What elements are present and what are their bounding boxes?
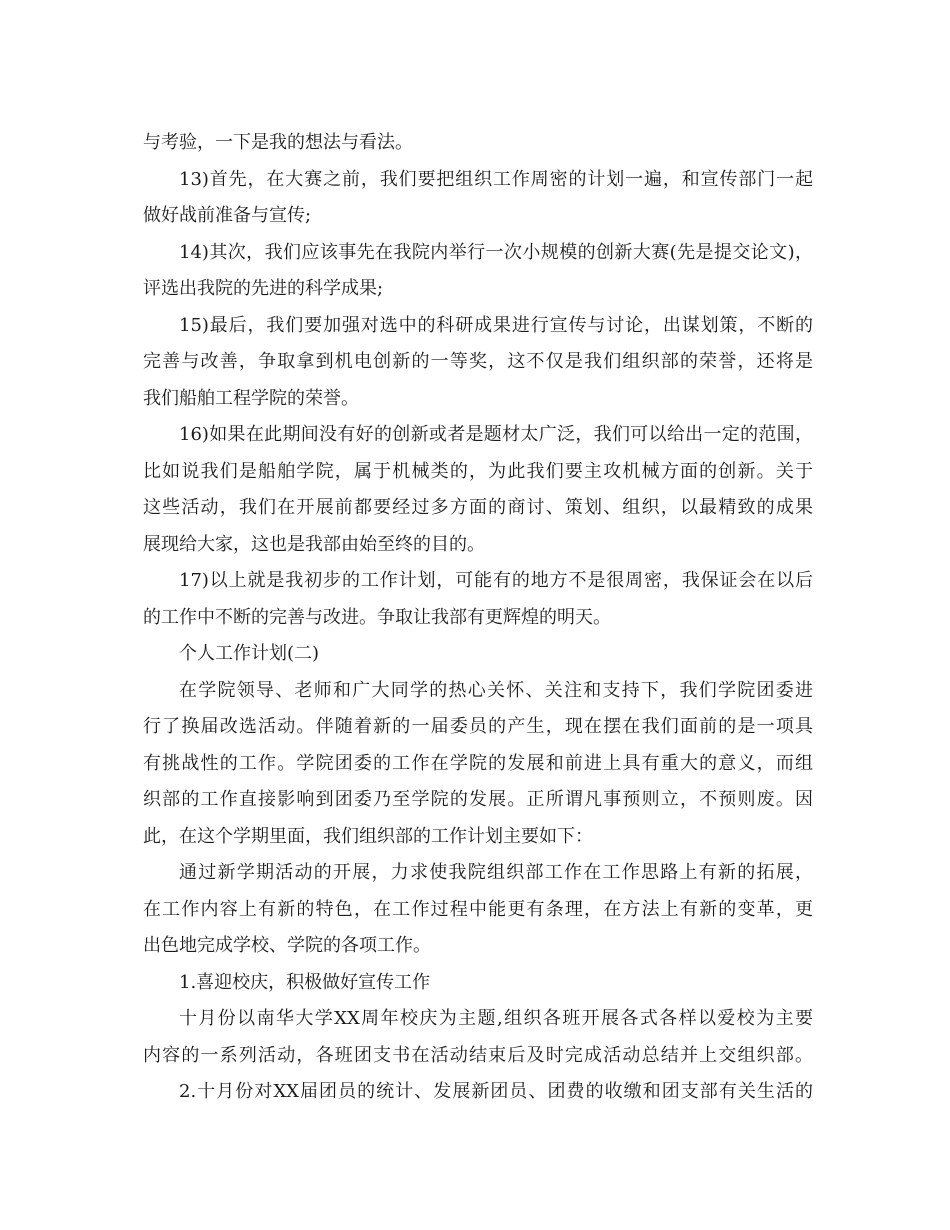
document-line: 13)首先，在大赛之前，我们要把组织工作周密的计划一遍，和宣传部门一起 [179, 168, 813, 190]
document-line: 我们船舶工程学院的荣誉。 [143, 387, 359, 409]
document-line: 的工作中不断的完善与改进。争取让我部有更辉煌的明天。 [143, 606, 611, 628]
document-line: 评选出我院的先进的科学成果; [143, 278, 384, 299]
document-line: 十月份以南华大学XX周年校庆为主题,组织各班开展各式各样以爱校为主要 [179, 1008, 813, 1029]
document-line: 此，在这个学期里面，我们组织部的工作计划主要如下： [143, 825, 593, 847]
document-line: 这些活动，我们在开展前都要经过多方面的商讨、策划、组织，以最精致的成果 [143, 497, 813, 518]
document-line: 完善与改善，争取拿到机电创新的一等奖，这不仅是我们组织部的荣誉，还将是 [143, 351, 813, 372]
document-line: 通过新学期活动的开展，力求使我院组织部工作在工作思路上有新的拓展， [179, 862, 813, 883]
document-line: 展现给大家，这也是我部由始至终的目的。 [143, 533, 485, 555]
document-line: 2.十月份对XX届团员的统计、发展新团员、团费的收缴和团支部有关生活的 [179, 1081, 813, 1102]
document-line: 在工作内容上有新的特色，在工作过程中能更有条理，在方法上有新的变革，更 [143, 898, 813, 920]
document-line: 与考验，一下是我的想法与看法。 [143, 132, 413, 153]
document-line: 出色地完成学校、学院的各项工作。 [143, 935, 431, 956]
document-line: 17)以上就是我初步的工作计划，可能有的地方不是很周密，我保证会在以后 [179, 570, 813, 591]
document-line: 有挑战性的工作。学院团委的工作在学院的发展和前进上具有重大的意义，而组 [143, 752, 813, 774]
document-line: 织部的工作直接影响到团委乃至学院的发展。正所谓凡事预则立，不预则废。因 [143, 789, 813, 810]
document-line: 1.喜迎校庆，积极做好宣传工作 [179, 971, 431, 993]
document-body [143, 125, 813, 1111]
document-line: 行了换届改选活动。伴随着新的一届委员的产生，现在摆在我们面前的是一项具 [143, 716, 813, 737]
document-line: 比如说我们是船舶学院，属于机械类的，为此我们要主攻机械方面的创新。关于 [143, 460, 813, 482]
document-line: 在学院领导、老师和广大同学的热心关怀、关注和支持下，我们学院团委进 [179, 679, 813, 701]
document-line: 做好战前准备与宣传; [143, 205, 312, 226]
document-line: 内容的一系列活动，各班团支书在活动结束后及时完成活动总结并上交组织部。 [143, 1044, 813, 1066]
document-line: 个人工作计划(二) [179, 643, 320, 664]
document-line: 16)如果在此期间没有好的创新或者是题材太广泛，我们可以给出一定的范围， [179, 424, 813, 445]
document-line: 15)最后，我们要加强对选中的科研成果进行宣传与讨论，出谋划策，不断的 [179, 314, 813, 336]
document-line: 14)其次，我们应该事先在我院内举行一次小规模的创新大赛(先是提交论文)， [179, 241, 813, 263]
